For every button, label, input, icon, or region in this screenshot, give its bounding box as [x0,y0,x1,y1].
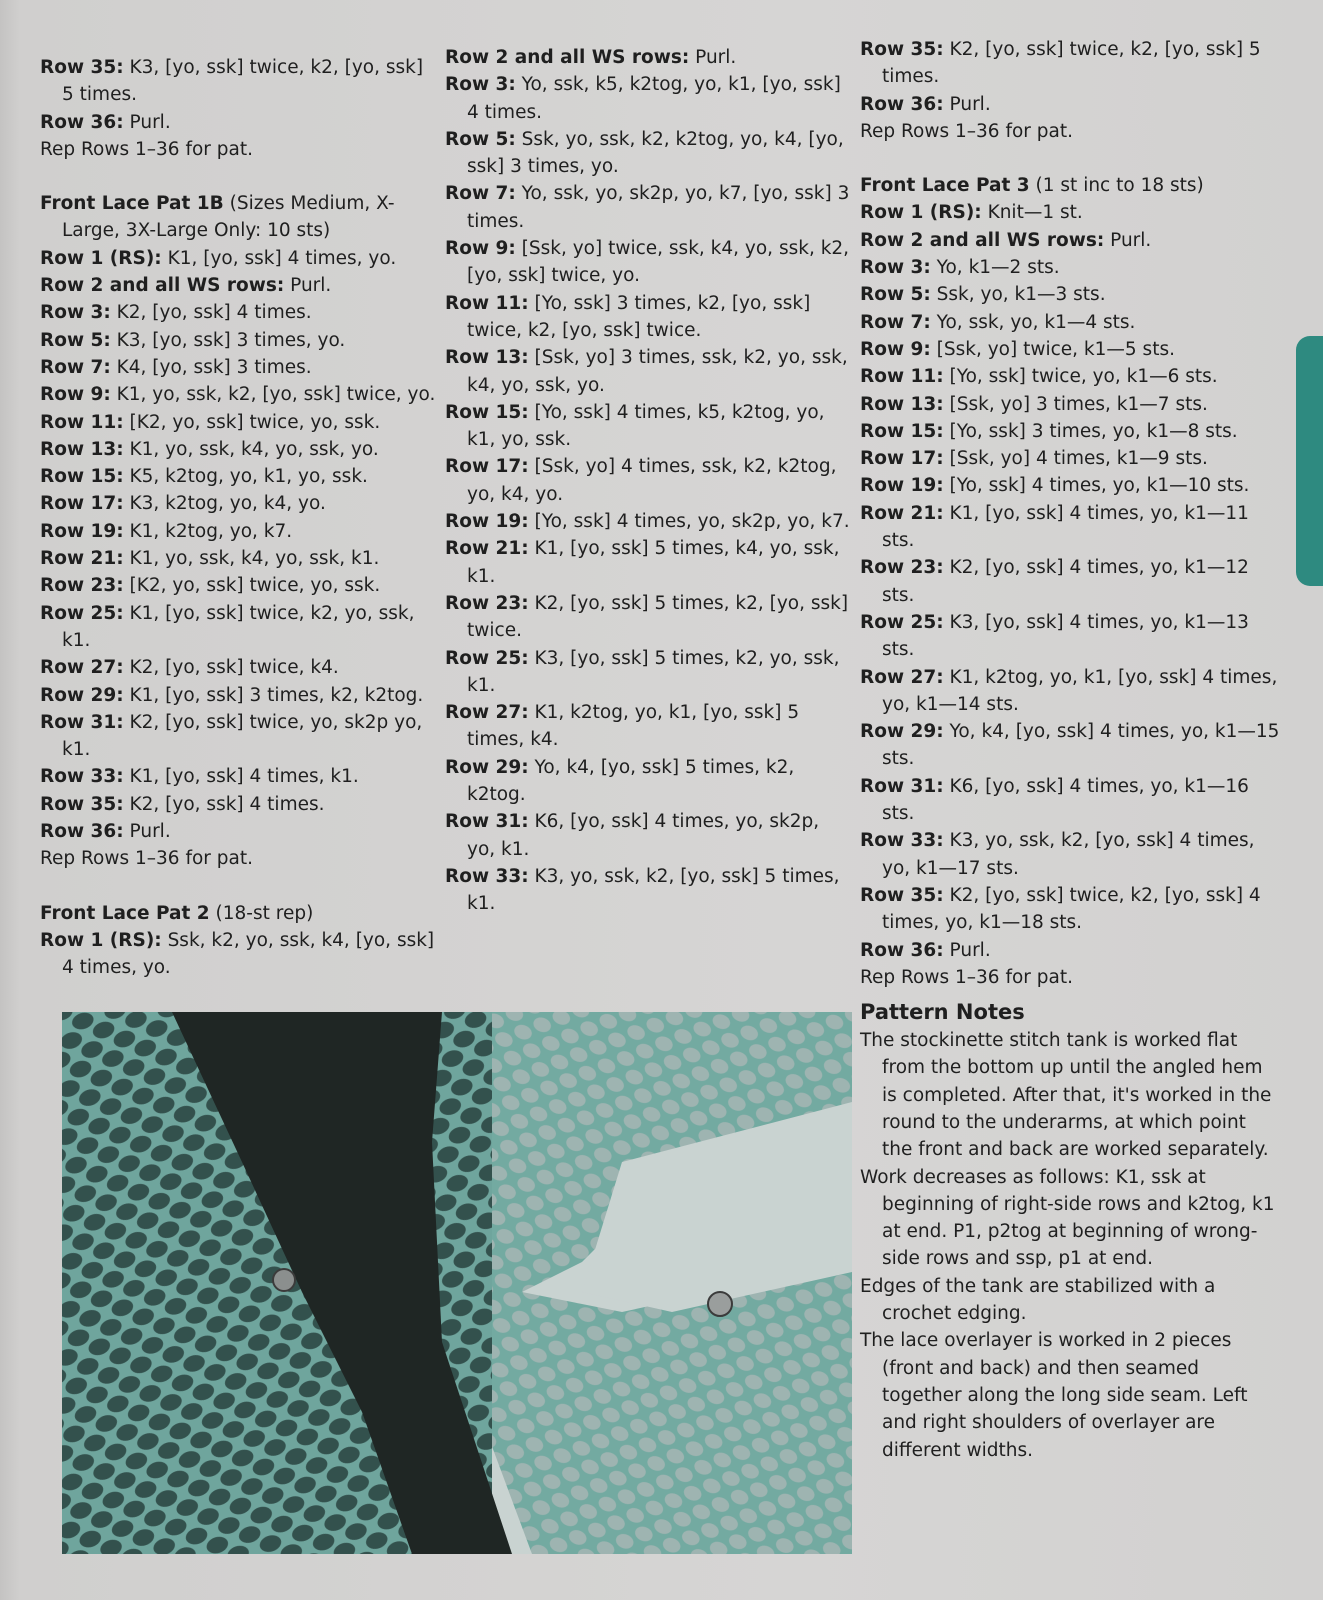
row-instructions: K3, [yo, ssk] 5 times, k2, yo, ssk, k1. [467,647,840,696]
row-instructions: [Ssk, yo] twice, k1—5 sts. [930,338,1175,360]
row-label: Row 29: [860,721,944,743]
row-instructions: [Yo, ssk] 3 times, yo, k1—8 sts. [943,420,1238,442]
row-instructions: [Ssk, yo] 4 times, ssk, k2, k2tog, yo, k4, yo. [467,456,837,505]
row-label: Row 31: [445,811,529,833]
row-label: Row 35: [40,793,124,815]
pattern-row [860,91,1280,118]
lace-photo-svg [62,1012,852,1554]
pattern-row [860,199,1280,226]
pattern-row [445,344,850,399]
row-instructions: [Ssk, yo] twice, ssk, k4, yo, ssk, k2, [yo, ssk] twice, yo. [467,238,850,287]
row-label: Row 3: [40,302,111,324]
notes-paragraph: Edges of the tank are stabilized with a crochet edging. [860,1275,1216,1325]
row-instructions: [Ssk, yo] 3 times, ssk, k2, yo, ssk, k4, yo, ssk, yo. [467,347,848,396]
row-label: Row 13: [40,438,124,460]
row-instructions: Purl. [123,111,171,133]
row-label: Row 35: [40,57,124,78]
pattern-row [445,44,850,71]
row-label: Row 1 (RS): [40,929,162,951]
row-instructions: K1, [yo, ssk] 4 times, k1. [123,766,359,788]
repeat-note [40,845,440,872]
row-label: Row 2 and all WS rows: [40,275,285,297]
pattern-row [860,391,1280,418]
row-instructions: [K2, yo, ssk] twice, yo, ssk. [123,411,381,433]
repeat-note [860,118,1280,145]
pattern-row [40,682,440,709]
row-label: Row 27: [445,702,529,724]
pattern-row [40,600,440,655]
pattern-row [40,381,440,408]
row-label: Row 33: [40,766,124,788]
pattern-row [860,472,1280,499]
pattern-row [40,299,440,326]
row-label: Row 23: [445,592,529,614]
pattern-row [40,709,440,764]
pattern-row [40,763,440,790]
row-label: Row 36: [860,939,944,961]
row-instructions: K2, [yo, ssk] 4 times, yo, k1—12 sts. [882,557,1249,606]
pattern-row [40,272,440,299]
row-instructions: K1, k2tog, yo, k7. [123,520,293,542]
repeat-note [40,136,440,163]
row-instructions: [Yo, ssk] 4 times, k5, k2tog, yo, k1, yo, ssk. [467,401,825,451]
row-instructions: K3, k2tog, yo, k4, yo. [123,493,326,515]
row-instructions: Yo, k1—2 sts. [930,257,1060,279]
pattern-row [40,409,440,436]
row-instructions: K3, yo, ssk, k2, [yo, ssk] 5 times, k1. [467,865,840,915]
row-instructions: Purl. [1104,229,1152,251]
row-label: Row 9: [40,384,111,406]
pattern-row [40,54,440,109]
row-instructions: Rep Rows 1–36 for pat. [40,848,253,870]
knit-lace-photo [62,1012,852,1554]
pattern-row [860,882,1280,937]
row-label: Row 9: [445,238,516,260]
pattern-row [40,818,440,845]
pattern-row [445,180,850,235]
paragraph-gap [40,873,440,900]
pattern-row [445,235,850,290]
row-instructions: (Sizes Medium, X-Large, 3X-Large Only: 10 sts) [62,193,395,242]
row-instructions: K1, yo, ssk, k4, yo, ssk, yo. [123,438,379,460]
row-instructions: K1, [yo, ssk] 4 times, yo, k1—11 sts. [882,502,1249,552]
row-instructions: K1, k2tog, yo, k1, [yo, ssk] 5 times, k4. [467,702,800,751]
row-instructions: Yo, ssk, yo, sk2p, yo, k7, [yo, ssk] 3 times. [467,183,850,232]
pattern-row [445,535,850,590]
row-label: Row 1 (RS): [860,202,982,224]
pattern-row [40,545,440,572]
row-instructions: [Yo, ssk] twice, yo, k1—6 sts. [943,366,1218,388]
row-label: Row 23: [860,557,944,579]
row-instructions: (18-st rep) [209,902,314,924]
row-label: Row 11: [445,292,529,314]
pattern-row [445,863,850,918]
pattern-row [40,190,440,245]
row-instructions: [Ssk, yo] 4 times, k1—9 sts. [943,448,1208,470]
row-instructions: K2, [yo, ssk] 5 times, k2, [yo, ssk] twice. [467,592,849,642]
pattern-row [860,36,1280,91]
pattern-row [445,699,850,754]
notes-paragraph: Work decreases as follows: K1, ssk at beginning of right-side rows and k2tog, k1 at end. P1, p2tog at beginning of wrong-side rows and ssp, p1 at end. [860,1166,1275,1270]
row-instructions: Purl. [943,939,991,961]
row-instructions: Ssk, k2, yo, ssk, k4, [yo, ssk] 4 times, yo. [62,929,435,979]
row-instructions: Yo, ssk, yo, k1—4 sts. [930,311,1136,333]
row-instructions: K1, yo, ssk, k4, yo, ssk, k1. [123,548,380,570]
row-instructions: K1, [yo, ssk] 3 times, k2, k2tog. [123,684,424,706]
row-label: Row 11: [40,411,124,433]
row-instructions: Knit—1 st. [981,202,1083,224]
row-instructions: K1, yo, ssk, k2, [yo, ssk] twice, yo. [110,384,436,406]
pattern-row [860,554,1280,609]
row-instructions: Yo, k4, [yo, ssk] 5 times, k2, k2tog. [467,756,795,806]
pattern-row [445,808,850,863]
row-label: Row 19: [445,511,529,533]
row-instructions: Yo, ssk, k5, k2tog, yo, k1, [yo, ssk] 4 times. [467,74,841,123]
pattern-row [860,281,1280,308]
pattern-row [860,363,1280,390]
row-instructions: K2, [yo, ssk] twice, k2, [yo, ssk] 4 times, yo, k1—18 sts. [882,884,1261,934]
row-instructions: K1, [yo, ssk] 4 times, yo. [161,247,397,269]
row-label: Row 19: [40,520,124,542]
repeat-note [860,964,1280,991]
column-3-rows [860,36,1280,991]
row-label: Row 13: [445,347,529,369]
pattern-row [40,490,440,517]
row-instructions: [Yo, ssk] 3 times, k2, [yo, ssk] twice, k2, [yo, ssk] twice. [467,292,811,341]
row-label: Row 3: [445,74,516,96]
row-instructions: Purl. [123,821,171,843]
row-label: Row 7: [860,311,931,333]
paragraph-gap [860,145,1280,172]
pattern-row [445,453,850,508]
row-instructions: K3, [yo, ssk] 4 times, yo, k1—13 sts. [882,611,1249,661]
row-label: Row 11: [860,366,944,388]
column-3 [860,36,1280,1464]
section-tab-marker [1296,336,1323,586]
row-label: Row 25: [445,647,529,669]
row-label: Row 36: [860,93,944,115]
row-label: Row 25: [40,602,124,624]
notes-paragraph: The lace overlayer is worked in 2 pieces (front and back) and then seamed together along the long side seam. Left and right shoulders of overlayer are different widths. [860,1330,1248,1461]
row-instructions: K3, yo, ssk, k2, [yo, ssk] 4 times, yo, k1—17 sts. [882,830,1255,879]
row-instructions: [Yo, ssk] 4 times, yo, sk2p, yo, k7. [528,511,850,533]
pattern-row [40,109,440,136]
row-label: Row 31: [40,711,124,733]
pattern-row [445,399,850,454]
row-label: Row 25: [860,611,944,633]
pattern-row [445,71,850,126]
row-label: Row 7: [40,356,111,378]
row-instructions: K3, [yo, ssk] 3 times, yo. [110,329,346,351]
row-instructions: Purl. [689,47,737,68]
pattern-row [860,718,1280,773]
row-label: Row 31: [860,775,944,797]
row-label: Front Lace Pat 2 [40,902,210,924]
row-label: Row 9: [860,338,931,360]
notes-paragraph: The stockinette stitch tank is worked flat from the bottom up until the angled hem is completed. After that, it's worked in the round to the underarms, at which point the front and back are worked separately. [860,1030,1272,1161]
pattern-row [445,645,850,700]
row-instructions: (1 st inc to 18 sts) [1029,175,1204,197]
pattern-row [860,227,1280,254]
row-label: Row 19: [860,475,944,497]
row-label: Row 35: [860,884,944,906]
pattern-row [40,436,440,463]
row-instructions: Rep Rows 1–36 for pat. [40,138,253,160]
pattern-row [860,309,1280,336]
row-instructions: K4, [yo, ssk] 3 times. [110,356,312,378]
row-label: Row 23: [40,575,124,597]
row-label: Row 7: [445,183,516,205]
row-label: Row 21: [40,548,124,570]
pattern-row [40,463,440,490]
column-1 [40,54,440,982]
pattern-row [40,900,440,927]
row-label: Row 33: [445,865,529,887]
row-label: Row 33: [860,830,944,852]
row-label: Row 5: [860,284,931,306]
row-instructions: K2, [yo, ssk] twice, k4. [123,657,339,679]
row-instructions: K3, [yo, ssk] twice, k2, [yo, ssk] 5 times. [62,57,424,106]
row-label: Row 29: [445,756,529,778]
row-label: Row 5: [40,329,111,351]
row-instructions: K5, k2tog, yo, k1, yo, ssk. [123,466,368,488]
row-label: Row 27: [860,666,944,688]
row-instructions: [Yo, ssk] 4 times, yo, k1—10 sts. [943,475,1250,497]
pattern-row [860,445,1280,472]
row-label: Row 27: [40,657,124,679]
row-label: Row 2 and all WS rows: [860,229,1105,251]
pattern-row [860,336,1280,363]
row-instructions: K6, [yo, ssk] 4 times, yo, sk2p, yo, k1. [467,811,820,860]
row-instructions: K1, k2tog, yo, k1, [yo, ssk] 4 times, yo, k1—14 sts. [882,666,1278,715]
pattern-row [445,126,850,181]
row-label: Row 2 and all WS rows: [445,47,690,68]
row-instructions: Purl. [943,93,991,115]
pattern-row [40,245,440,272]
row-instructions: Rep Rows 1–36 for pat. [860,966,1073,988]
row-label: Row 17: [860,448,944,470]
paragraph-gap [40,163,440,190]
row-instructions: [K2, yo, ssk] twice, yo, ssk. [123,575,381,597]
row-instructions: Purl. [284,275,332,297]
row-label: Row 21: [860,502,944,524]
row-instructions: [Ssk, yo] 3 times, k1—7 sts. [943,393,1208,415]
pattern-row [40,927,440,982]
row-label: Row 13: [860,393,944,415]
row-label: Front Lace Pat 1B [40,193,224,215]
row-instructions: Yo, k4, [yo, ssk] 4 times, yo, k1—15 sts. [882,721,1280,770]
row-instructions: K2, [yo, ssk] twice, k2, [yo, ssk] 5 times. [882,39,1261,88]
row-label: Row 21: [445,538,529,560]
pattern-row [860,937,1280,964]
row-instructions: K6, [yo, ssk] 4 times, yo, k1—16 sts. [882,775,1249,825]
row-label: Row 36: [40,111,124,133]
pattern-row [445,508,850,535]
pattern-row [40,791,440,818]
row-instructions: K2, [yo, ssk] twice, yo, sk2p yo, k1. [62,711,423,761]
pattern-row [40,327,440,354]
row-label: Row 5: [445,128,516,150]
row-instructions: K1, [yo, ssk] twice, k2, yo, ssk, k1. [62,602,415,651]
pattern-row [860,773,1280,828]
pattern-row [445,290,850,345]
row-label: Row 35: [860,39,944,60]
row-instructions: K1, [yo, ssk] 5 times, k4, yo, ssk, k1. [467,538,840,587]
row-label: Front Lace Pat 3 [860,175,1030,197]
row-instructions: K2, [yo, ssk] 4 times. [123,793,325,815]
pattern-row [860,500,1280,555]
pattern-row [40,518,440,545]
pattern-row [860,827,1280,882]
row-instructions: K2, [yo, ssk] 4 times. [110,302,312,324]
pattern-row [40,654,440,681]
pattern-row [860,172,1280,199]
row-label: Row 1 (RS): [40,247,162,269]
row-label: Row 15: [860,420,944,442]
row-label: Row 3: [860,257,931,279]
row-label: Row 29: [40,684,124,706]
pattern-row [445,590,850,645]
row-label: Row 15: [445,401,529,423]
row-label: Row 36: [40,821,124,843]
pattern-row [860,418,1280,445]
row-label: Row 17: [445,456,529,478]
row-instructions: Ssk, yo, k1—3 sts. [930,284,1106,306]
row-label: Row 17: [40,493,124,515]
row-instructions: Ssk, yo, ssk, k2, k2tog, yo, k4, [yo, ssk] 3 times, yo. [467,128,844,178]
pattern-notes-title: Pattern Notes [860,1000,1025,1025]
row-instructions: Rep Rows 1–36 for pat. [860,120,1073,142]
pattern-row [445,754,850,809]
row-label: Row 15: [40,466,124,488]
pattern-row [860,609,1280,664]
pattern-row [40,572,440,599]
pattern-row [860,664,1280,719]
pattern-notes [860,997,1280,1464]
column-2 [445,44,850,918]
pattern-row [40,354,440,381]
pattern-row [860,254,1280,281]
